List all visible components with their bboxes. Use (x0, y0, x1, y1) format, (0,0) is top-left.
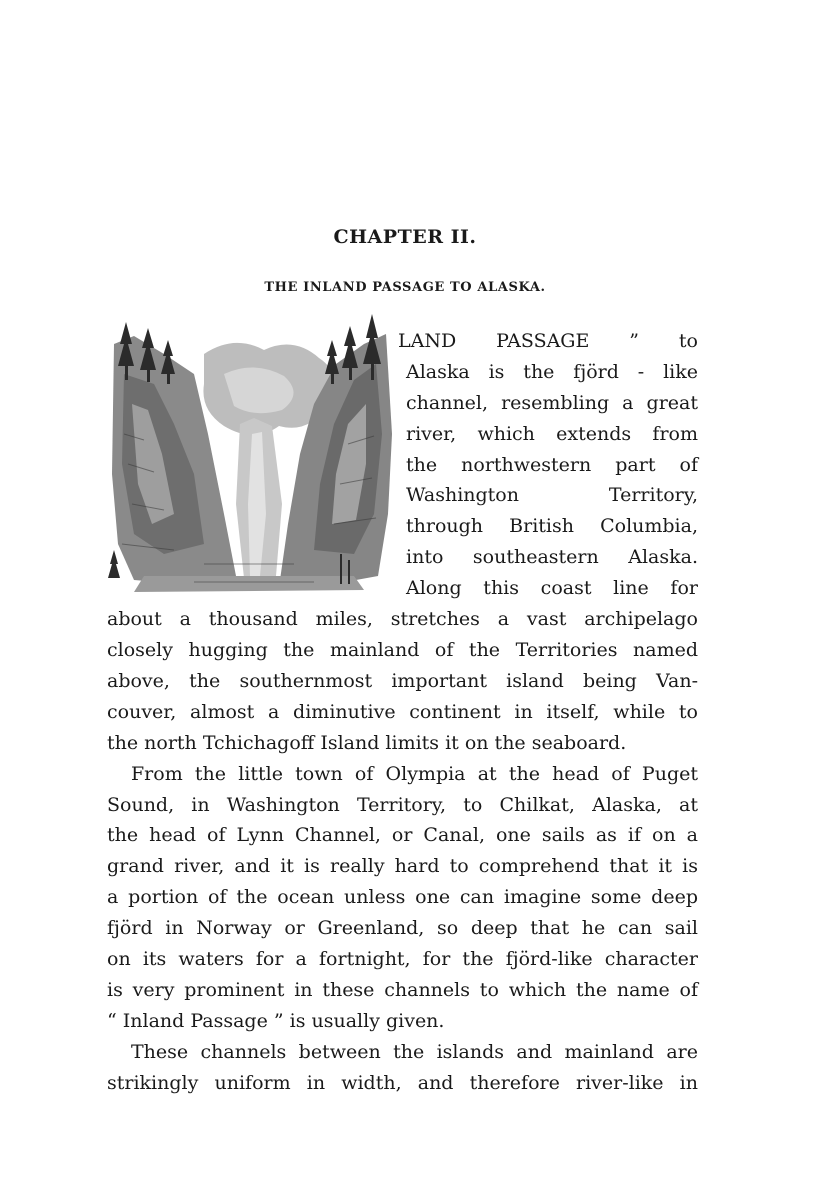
text-line: the north Tchichagoff Island limits it on the seaboard. (107, 732, 627, 754)
text-line: channel, resembling a great (406, 392, 698, 414)
text-line: river, which extends from (406, 423, 698, 445)
text-line: strikingly uniform in width, and therefore river-like in (107, 1072, 698, 1094)
text-line: LAND PASSAGE ” to (398, 330, 698, 352)
text-line: a portion of the ocean unless one can imagine some deep (107, 886, 698, 908)
text-line: into southeastern Alaska. (406, 546, 698, 568)
text-line: From the little town of Olympia at the head of Puget (131, 763, 698, 785)
text-line: Along this coast line for (406, 577, 698, 599)
fjord-illustration-icon (104, 314, 396, 596)
text-line: is very prominent in these channels to which the name of (107, 979, 698, 1001)
text-line: Alaska is the fjörd - like (406, 361, 698, 383)
text-line: grand river, and it is really hard to comprehend that it is (107, 855, 698, 877)
text-line: on its waters for a fortnight, for the fjörd-like character (107, 948, 698, 970)
text-line: through British Columbia, (406, 515, 698, 537)
text-line: closely hugging the mainland of the Territories named (107, 639, 698, 661)
text-line: Sound, in Washington Territory, to Chilkat, Alaska, at (107, 794, 698, 816)
text-line: above, the southernmost important island being Van- (107, 670, 698, 692)
chapter-subtitle: THE INLAND PASSAGE TO ALASKA. (264, 280, 546, 295)
chapter-title: CHAPTER II. (333, 226, 477, 248)
text-line: These channels between the islands and mainland are (131, 1041, 698, 1063)
text-line: couver, almost a diminutive continent in itself, while to (107, 701, 698, 723)
text-line: fjörd in Norway or Greenland, so deep that he can sail (107, 917, 698, 939)
text-line: the northwestern part of (406, 454, 698, 476)
text-line: “ Inland Passage ” is usually given. (107, 1010, 445, 1032)
text-line: the head of Lynn Channel, or Canal, one sails as if on a (107, 824, 698, 846)
text-line: Washington Territory, (406, 484, 698, 506)
text-line: about a thousand miles, stretches a vast archipelago (107, 608, 698, 630)
